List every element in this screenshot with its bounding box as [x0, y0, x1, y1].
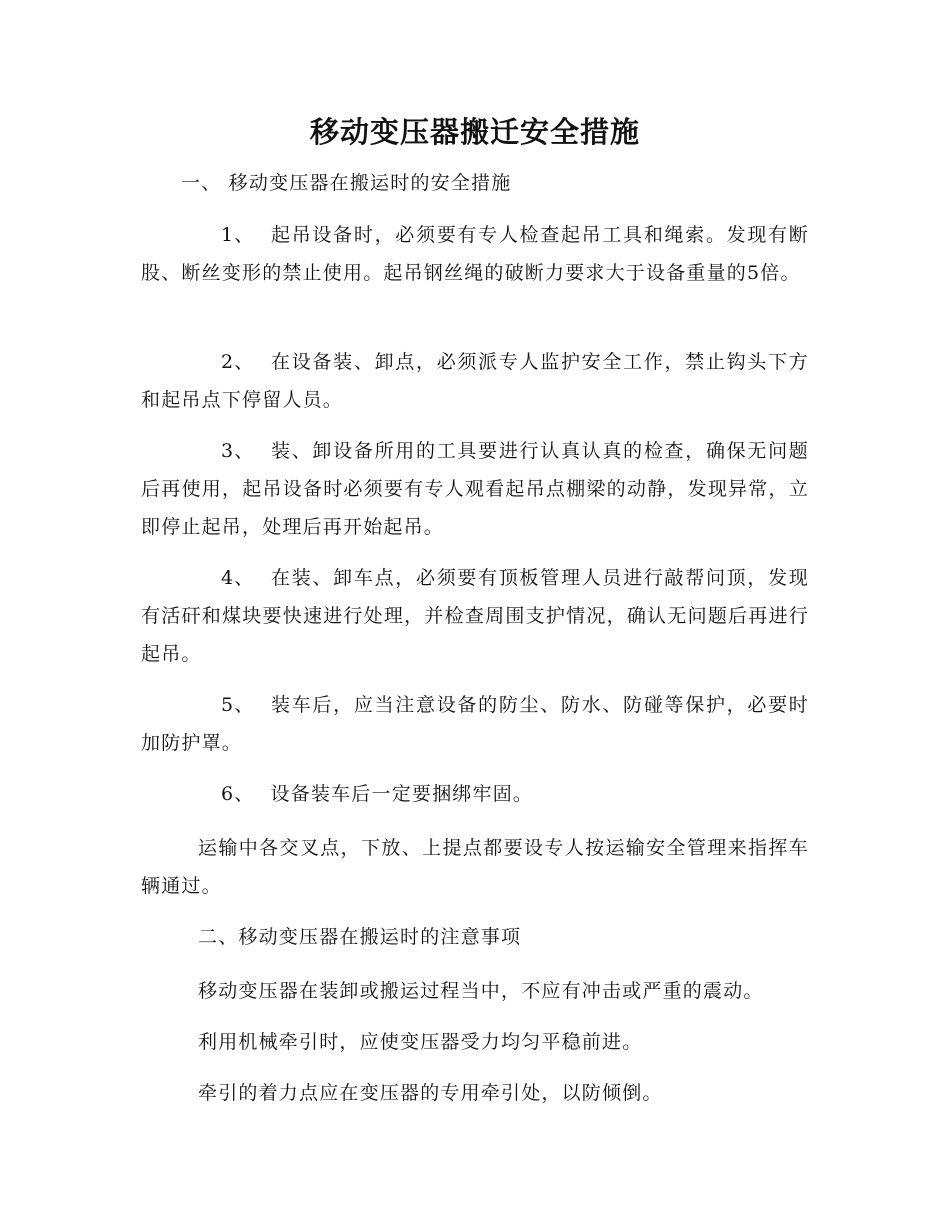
list-item-number: 5、 [221, 694, 255, 716]
section-2-line-2: 利用机械牵引时，应使变压器受力均匀平稳前进。 [198, 1031, 643, 1053]
document-title: 移动变压器搬迁安全措施 [309, 115, 640, 149]
list-item-text: 装、卸设备所用的工具要进行认真认真的检查，确保无问题后再使用，起吊设备时必须要有专人观看起吊点棚梁的动静，发现异常，立即停止起吊，处理后再开始起吊。 [141, 440, 809, 538]
list-item-text: 设备装车后一定要捆绑牢固。 [270, 783, 534, 805]
list-item-text: 在设备装、卸点，必须派专人监护安全工作，禁止钩头下方和起吊点下停留人员。 [141, 351, 809, 411]
list-item-3 [141, 432, 809, 546]
transport-note: 运输中各交叉点，下放、上提点都要设专人按运输安全管理来指挥车辆通过。 [141, 837, 809, 897]
list-item-text: 起吊设备时，必须要有专人检查起吊工具和绳索。发现有断股、断丝变形的禁止使用。起吊钢丝绳的破断力要求大于设备重量的5倍。 [141, 224, 809, 284]
list-item-number: 3、 [221, 440, 255, 462]
list-item-1 [141, 216, 809, 292]
list-item-number: 1、 [221, 224, 255, 246]
section-1-heading: 一、 移动变压器在搬运时的安全措施 [181, 172, 512, 194]
section-2-line-1: 移动变压器在装卸或搬运过程当中，不应有冲击或严重的震动。 [198, 980, 764, 1002]
list-item-number: 6、 [221, 783, 255, 805]
list-item-2 [141, 343, 809, 419]
list-item-5 [141, 686, 809, 762]
list-item-number: 4、 [221, 567, 255, 589]
section-2-line-3: 牵引的着力点应在变压器的专用牵引处，以防倾倒。 [198, 1082, 663, 1104]
list-item-text: 在装、卸车点，必须要有顶板管理人员进行敲帮问顶，发现有活矸和煤块要快速进行处理，并检查周围支护情况，确认无问题后再进行起吊。 [141, 567, 809, 665]
list-item-number: 2、 [221, 351, 255, 373]
section-2-heading: 二、移动变压器在搬运时的注意事项 [198, 926, 522, 948]
list-item-6 [141, 775, 809, 813]
list-item-text: 装车后，应当注意设备的防尘、防水、防碰等保护，必要时加防护罩。 [141, 694, 809, 754]
list-item-4 [141, 559, 809, 673]
